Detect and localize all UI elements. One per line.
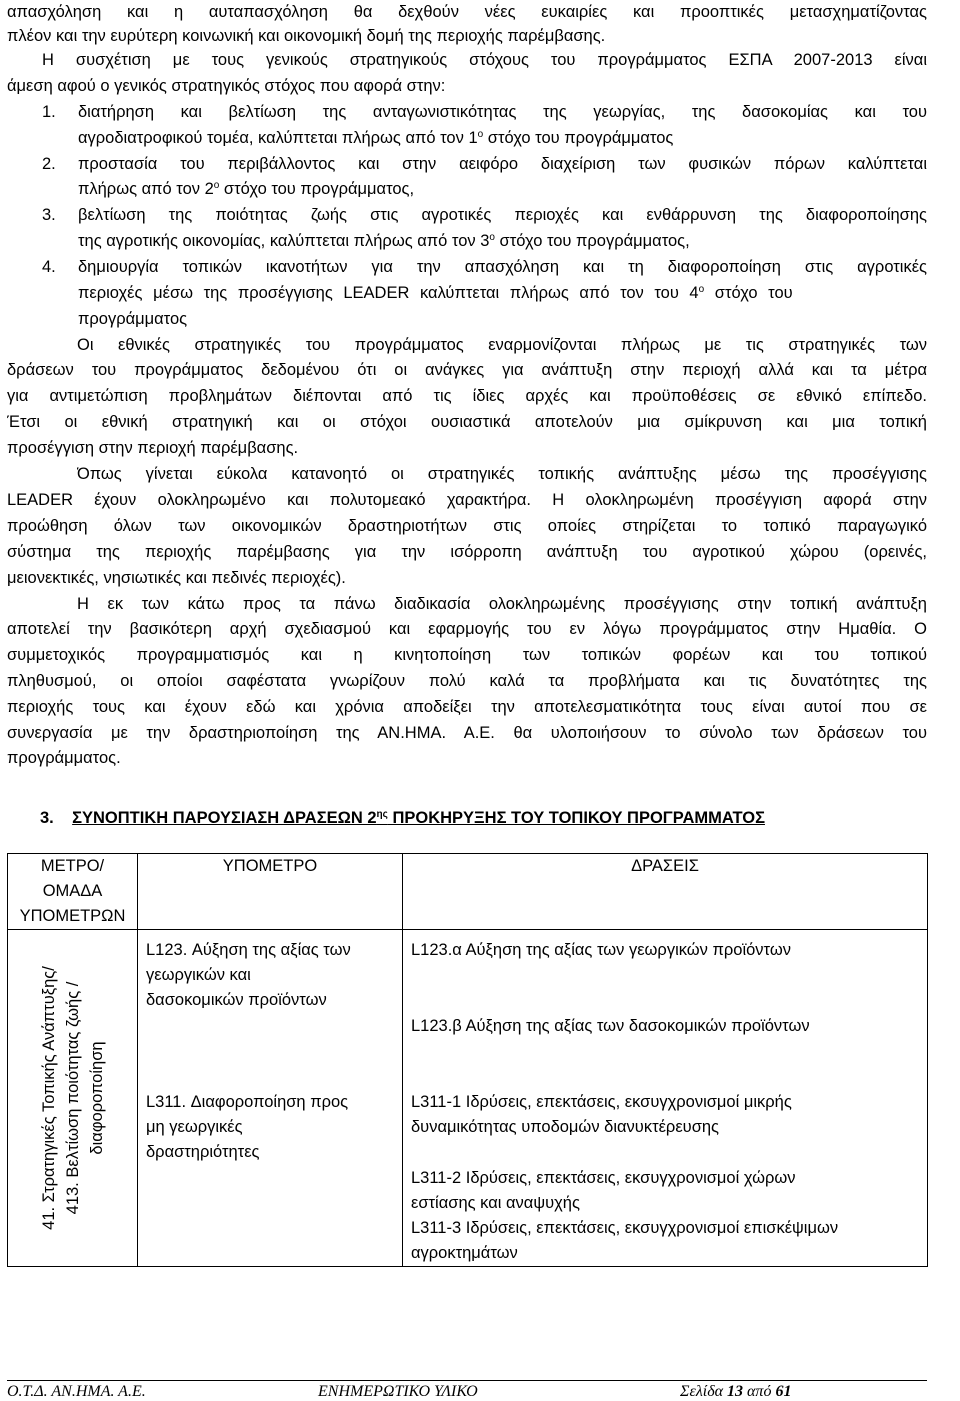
paragraph-line: περιοχής τους και έχουν εδώ και χρόνια αποδείξει την αποτελεσματικότητα τους είναι αυτοί που σε: [7, 698, 927, 716]
paragraph-line: προγράμματος.: [7, 749, 121, 767]
list-item-text: προστασία του περιβάλλοντος και στην αειφόρο διαχείριση των φυσικών πόρων καλύπτεται: [78, 155, 927, 173]
list-item-text: προγράμματος: [78, 310, 188, 328]
header-actions: ΔΡΑΣΕΙΣ: [403, 854, 928, 930]
paragraph-line: συνεργασία με την δραστηριοποίηση της ΑΝ.ΗΜΑ. Α.Ε. θα υλοποιήσουν το σύνολο των δράσεων του: [7, 724, 927, 742]
list-item-text: βελτίωση της ποιότητας ζωής στις αγροτικές περιοχές και ενθάρρυνση της διαφοροποίησης: [78, 206, 927, 224]
list-number: 2.: [42, 155, 56, 173]
submeasure-cell: [138, 930, 403, 1267]
action-item: L311-2 Ιδρύσεις, επεκτάσεις, εκσυγχρονισμοί χώρων εστίασης και αναψυχής: [411, 1169, 796, 1212]
list-item-text: δημιουργία τοπικών ικανοτήτων για την απασχόληση και τη διαφοροποίηση στις αγροτικές: [78, 258, 927, 276]
list-item-text: αγροδιατροφικού τομέα, καλύπτεται πλήρως από τον $1^o$ στόχο του προγράμματος: [78, 129, 674, 147]
measures-table: [7, 853, 928, 1267]
paragraph-line: Η εκ των κάτω προς τα πάνω διαδικασία ολοκληρωμένης προσέγγισης στην τοπική ανάπτυξη: [77, 595, 927, 613]
submeasure-L123: L123. Αύξηση της αξίας των γεωργικών και δασοκομικών προϊόντων: [146, 941, 351, 1009]
footer-divider: [7, 1380, 927, 1381]
header-measure-group: ΜΕΤΡΟ/ ΟΜΑΔΑ ΥΠΟΜΕΤΡΩΝ: [8, 854, 138, 930]
section-heading: [40, 806, 765, 830]
paragraph-line: LEADER έχουν ολοκληρωμένο και πολυτομεακό χαρακτήρα. Η ολοκληρωμένη προσέγγιση αφορά στην: [7, 491, 927, 509]
actions-cell: [403, 930, 928, 1267]
list-item-text: πλήρως από τον $2^o$ στόχο του προγράμματος,: [78, 180, 415, 198]
paragraph-line: Όπως γίνεται εύκολα κατανοητό οι στρατηγικές τοπικής ανάπτυξης μέσω της προσέγγισης: [77, 465, 927, 483]
action-item: L311-3 Ιδρύσεις, επεκτάσεις, εκσυγχρονισμοί επισκέψιμων αγροκτημάτων: [411, 1219, 839, 1262]
measure-group-label: 41. Στρατηγικές Τοπικής Ανάπτυξης/ 413. Βελτίωση ποιότητας ζωής / διαφοροποίηση: [39, 966, 106, 1230]
footer-page-number: Σελίδα 13 από 61: [680, 1383, 792, 1400]
list-number: 3.: [42, 206, 56, 224]
paragraph-line: δράσεων του προγράμματος δεδομένου ότι οι ανάγκες για ανάπτυξη στην περιοχή αλλά και τα μέτρα: [7, 361, 927, 379]
measure-group-cell: [8, 930, 138, 1267]
paragraph-line: μειονεκτικές, νησιωτικές και πεδινές περιοχές).: [7, 569, 346, 587]
action-item: L311-1 Ιδρύσεις, επεκτάσεις, εκσυγχρονισμοί μικρής δυναμικότητας υποδομών διανυκτέρευσης: [411, 1093, 792, 1136]
table-header-row: [8, 854, 928, 930]
paragraph-line: αποτελεί την βασικότερη αρχή σχεδιασμού και εφαρμογής του εν λόγω προγράμματος στην Ημαθία. Ο: [7, 620, 927, 638]
paragraph-line: Η συσχέτιση με τους γενικούς στρατηγικούς στόχους του προγράμματος ΕΣΠΑ 2007-2013 είναι: [42, 51, 927, 69]
section-title: ΣΥΝΟΠΤΙΚΗ ΠΑΡΟΥΣΙΑΣΗ ΔΡΑΣΕΩΝ $2^{\eta\varsigma}$ ΠΡΟΚΗΡΥΞΗΣ ΤΟΥ ΤΟΠΙΚΟΥ ΠΡΟΓΡΑΜΜΑΤΟΣ: [72, 809, 765, 827]
list-item-text: της αγροτικής οικονομίας, καλύπτεται πλήρως από τον $3^o$ στόχο του προγράμματος,: [78, 232, 690, 250]
paragraph-line: Οι εθνικές στρατηγικές του προγράμματος εναρμονίζονται πλήρως με τις στρατηγικές των: [77, 336, 927, 354]
paragraph-line: συμμετοχικός προγραμματισμός και η κινητοποίηση των τοπικών φορέων και του τοπικού: [7, 646, 927, 664]
paragraph-line: προσέγγιση στην περιοχή παρέμβασης.: [7, 439, 299, 457]
paragraph-line: Έτσι οι εθνική στρατηγική και οι στόχοι ουσιαστικά αποτελούν μια σμίκρυνση και μια τοπική: [7, 413, 927, 431]
submeasure-L311: L311. Διαφοροποίηση προς μη γεωργικές δραστηριότητες: [146, 1093, 349, 1161]
list-item-text: περιοχές μέσω της προσέγγισης LEADER καλύπτεται πλήρως από τον του $4^o$ στόχο του: [78, 284, 793, 302]
header-submeasure: ΥΠΟΜΕΤΡΟ: [138, 854, 403, 930]
list-number: 4.: [42, 258, 56, 276]
paragraph-line: άμεση αφού ο γενικός στρατηγικός στόχος που αφορά στην:: [7, 77, 446, 95]
footer-doc-type: ΕΝΗΜΕΡΩΤΙΚΟ ΥΛΙΚΟ: [318, 1383, 478, 1400]
paragraph-line: σύστημα της περιοχής παρέμβασης για την ισόρροπη ανάπτυξη του αγροτικού χώρου (ορεινές,: [7, 543, 927, 561]
footer-org: Ο.Τ.Δ. ΑΝ.ΗΜΑ. Α.Ε.: [7, 1383, 146, 1400]
list-number: 1.: [42, 103, 56, 121]
paragraph-line: για αντιμετώπιση προβλημάτων διέπονται από τις ίδιες αρχές και προϋποθέσεις σε εθνικό επίπεδο.: [7, 387, 927, 405]
table-row: [8, 930, 928, 1267]
paragraph-line: απασχόληση και η αυταπασχόληση θα δεχθούν νέες ευκαιρίες και προοπτικές μετασχηματίζοντας: [7, 3, 927, 21]
paragraph-line: προώθηση όλων των οικονομικών δραστηριοτήτων στις οποίες στηρίζεται το τοπικό παραγωγικό: [7, 517, 927, 535]
list-item-text: διατήρηση και βελτίωση της ανταγωνιστικότητας της γεωργίας, της δασοκομίας και του: [78, 103, 927, 121]
action-item: L123.α Αύξηση της αξίας των γεωργικών προϊόντων: [411, 941, 791, 959]
paragraph-line: πληθυσμού, οι οποίοι σαφέστατα γνωρίζουν πολύ καλά τα προβλήματα και τις δυνατότητες της: [7, 672, 927, 690]
section-number: 3.: [40, 809, 54, 827]
action-item: L123.β Αύξηση της αξίας των δασοκομικών προϊόντων: [411, 1017, 810, 1035]
paragraph-line: πλέον και την ευρύτερη κοινωνική και οικονομική δομή της περιοχής παρέμβασης.: [7, 27, 606, 45]
